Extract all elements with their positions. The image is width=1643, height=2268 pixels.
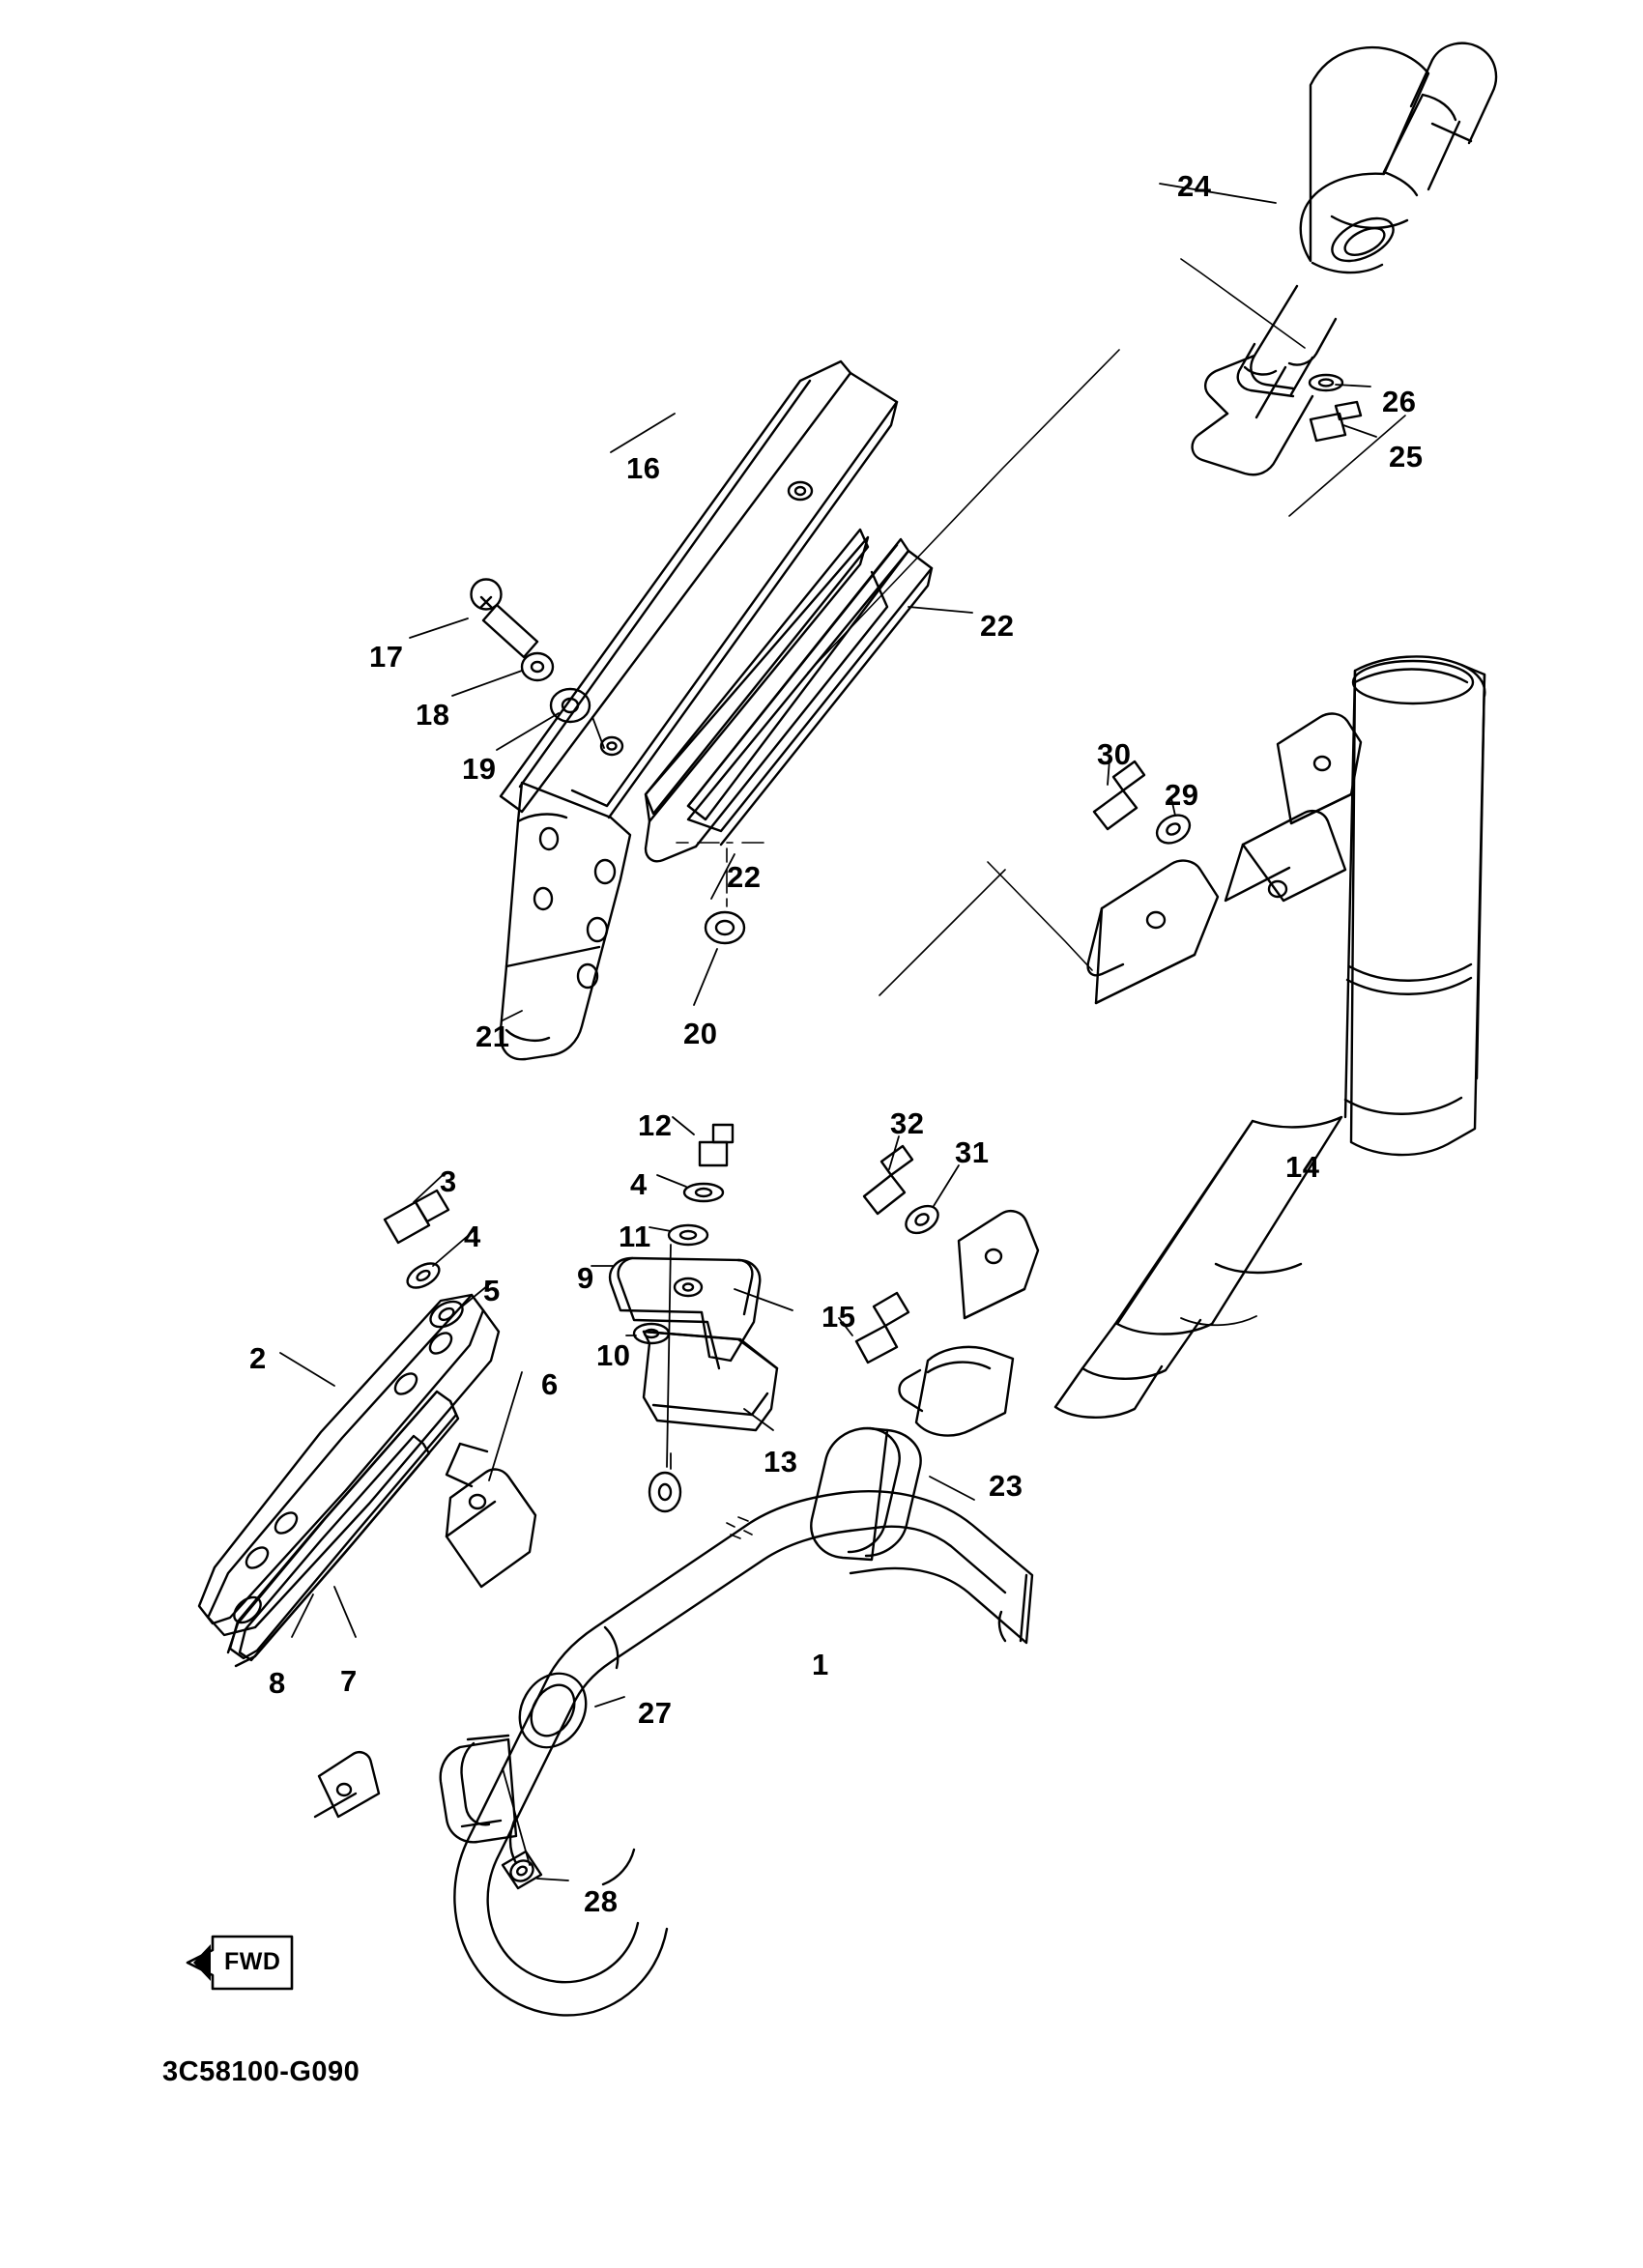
fwd-label: FWD (224, 1948, 281, 1975)
callout-2: 2 (249, 1341, 267, 1375)
part-31-washer (901, 1200, 942, 1238)
callout-24: 24 (1177, 169, 1212, 203)
callout-4-left: 4 (464, 1220, 481, 1253)
part-16-heat-shield (501, 361, 897, 818)
callout-31: 31 (955, 1135, 990, 1169)
part-14-front-bracket (1088, 861, 1218, 1003)
callout-20: 20 (683, 1017, 718, 1050)
part-18-washer (522, 653, 553, 680)
callout-10: 10 (596, 1338, 631, 1372)
part-20-grommet (706, 912, 744, 943)
callout-28: 28 (584, 1884, 619, 1918)
callout-23: 23 (989, 1469, 1023, 1503)
callout-14: 14 (1285, 1150, 1320, 1184)
part-26-washer (1310, 375, 1342, 390)
part-7-inner-shield (228, 1392, 458, 1666)
callout-22-upper: 22 (980, 609, 1015, 643)
callout-7: 7 (340, 1664, 358, 1698)
part-11-collar (669, 1225, 707, 1245)
part-29-washer (1152, 810, 1195, 849)
part-17-bolt (472, 580, 538, 658)
part-22-pad-upper (688, 539, 932, 845)
part-1-exhaust-pipe (454, 1491, 1032, 2015)
callout-29: 29 (1165, 778, 1199, 812)
callout-6: 6 (541, 1367, 559, 1401)
callout-9: 9 (577, 1261, 594, 1295)
part-9-protector (610, 1258, 760, 1368)
part-12-bolt (700, 1125, 733, 1165)
callout-30: 30 (1097, 737, 1132, 771)
callout-18: 18 (416, 698, 450, 732)
callout-17: 17 (369, 640, 404, 674)
callout-11: 11 (619, 1220, 651, 1253)
part-4-washer-mid (684, 1184, 723, 1201)
part-21-bracket (501, 783, 630, 1059)
part-28-nut (503, 1852, 541, 1888)
callout-16: 16 (626, 451, 661, 485)
part-13-shield (644, 1332, 777, 1430)
part-4-washer-left (403, 1258, 443, 1292)
callout-21: 21 (476, 1019, 510, 1053)
part-8-inner-shield-2 (240, 1436, 429, 1660)
callout-25: 25 (1389, 440, 1424, 474)
part-32-bolt (864, 1146, 912, 1214)
part-6-pipe-clamp (447, 1444, 535, 1587)
callout-32: 32 (890, 1106, 925, 1140)
callout-8: 8 (269, 1666, 286, 1700)
callout-26: 26 (1382, 385, 1417, 418)
callout-27: 27 (638, 1696, 673, 1730)
part-pipe-bracket-lower (315, 1752, 379, 1817)
callout-12: 12 (638, 1108, 673, 1142)
part-14-bracket (1225, 714, 1361, 901)
callout-19: 19 (462, 752, 497, 786)
part-flange (441, 1736, 516, 1842)
callout-1: 1 (812, 1648, 829, 1681)
part-15-bolt (856, 1293, 908, 1363)
callout-3: 3 (440, 1164, 457, 1198)
callout-22-lower: 22 (727, 860, 762, 894)
callout-4-mid: 4 (630, 1167, 648, 1201)
part-2-heat-shield (199, 1295, 499, 1635)
callout-13: 13 (764, 1445, 798, 1479)
part-24-joint (1193, 43, 1496, 475)
part-22-pad-lower (646, 530, 887, 861)
part-14-muffler (1345, 656, 1484, 1155)
callout-15: 15 (822, 1300, 856, 1334)
part-25-bolt (1311, 402, 1361, 441)
part-joint-bracket (900, 1211, 1039, 1435)
callout-5: 5 (483, 1274, 501, 1307)
part-code-label: 3C58100-G090 (162, 2056, 360, 2087)
part-1-mount-tab (649, 1473, 680, 1511)
part-5-collar (426, 1296, 467, 1332)
